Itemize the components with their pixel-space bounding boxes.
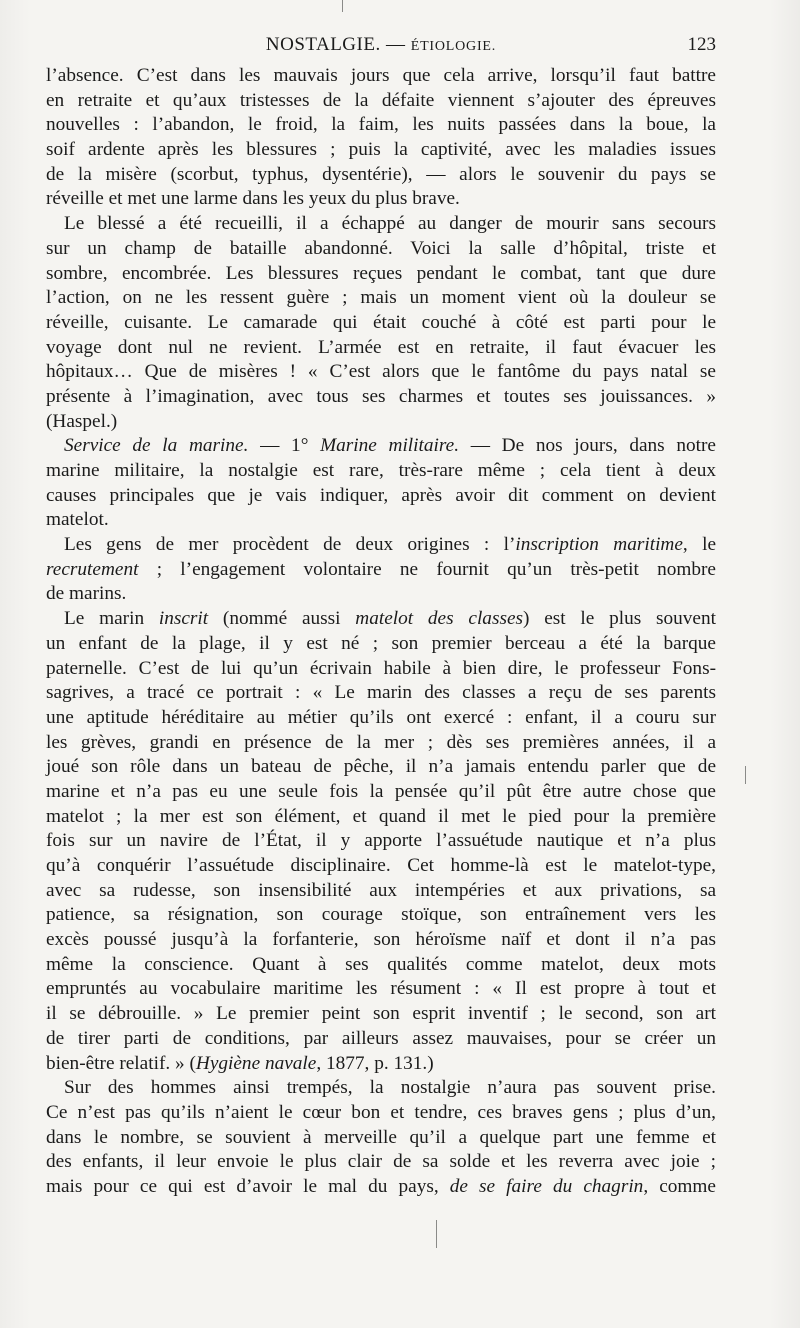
- text-segment: Le marin: [64, 608, 159, 630]
- text-line: [46, 829, 716, 854]
- text-line: [46, 113, 716, 138]
- text-line: [46, 780, 716, 805]
- text-segment: qu’à conquérir l’assuétude disciplinaire. Cet homme-là est le matelot-type,: [46, 855, 716, 876]
- text-segment: fois sur un navire de l’État, il y apporte l’assuétude nautique et n’a plus: [46, 830, 716, 852]
- text-segment: un enfant de la plage, il y est né ; son premier berceau a été la barque: [46, 632, 716, 654]
- header-section: ÉTIOLOGIE.: [410, 39, 497, 54]
- text-line: [46, 558, 716, 583]
- text-segment: de tirer parti de conditions, par ailleurs assez mauvaises, pour se créer un: [46, 1027, 716, 1049]
- text-segment: une aptitude héréditaire au métier qu’ils ont exercé : enfant, il a couru sur: [46, 706, 716, 728]
- italic-text: recrutement: [46, 558, 139, 580]
- text-line: [46, 64, 716, 89]
- text-segment: , le: [682, 534, 717, 556]
- scan-mark: [745, 766, 746, 784]
- header-separator: —: [385, 34, 406, 55]
- text-line: [46, 508, 716, 533]
- italic-text: matelot des classes: [355, 608, 524, 630]
- text-line: [46, 237, 716, 262]
- text-segment: réveille, cuisante. Le camarade qui était couché à côté est parti pour le: [46, 311, 716, 333]
- text-line: [46, 212, 716, 237]
- text-segment: matelot ; la mer est son élément, et quand il met le pied pour la première: [46, 805, 716, 827]
- text-line: [46, 1175, 716, 1200]
- text-segment: (Haspel.): [46, 410, 118, 432]
- text-line: [46, 286, 716, 311]
- text-segment: hôpitaux… Que de misères ! « C’est alors que le fantôme du pays natal se: [46, 361, 716, 383]
- text-line: [46, 1076, 716, 1101]
- text-line: [46, 681, 716, 706]
- text-segment: bien-être relatif. » (: [46, 1052, 196, 1074]
- scan-mark: [342, 0, 343, 12]
- text-segment: 1°: [291, 435, 321, 457]
- text-segment: sagrives, a tracé ce portrait : « Le marin des classes a reçu de ses parents: [46, 682, 716, 704]
- text-line: [46, 632, 716, 657]
- text-line: [46, 1126, 716, 1151]
- italic-text: inscrit: [158, 608, 209, 630]
- text-line: [46, 484, 716, 509]
- text-segment: Sur des hommes ainsi trempés, la nostalgie n’aura pas souvent prise.: [64, 1077, 716, 1099]
- text-segment: de la misère (scorbut, typhus, dysentérie), — alors le souvenir du pays se: [46, 163, 716, 185]
- text-line: [46, 1027, 716, 1052]
- text-line: [46, 1150, 716, 1175]
- italic-text: Service de la marine.: [64, 435, 249, 457]
- text-segment: dans le nombre, se souvient à merveille qu’il a quelque part une femme et: [46, 1126, 716, 1148]
- text-segment: de marins.: [46, 583, 127, 605]
- text-line: [46, 928, 716, 953]
- text-line: [46, 1101, 716, 1126]
- text-segment: l’absence. C’est dans les mauvais jours que cela arrive, lorsqu’il faut battre: [46, 65, 716, 86]
- text-segment: joué son rôle dans un bateau de pêche, il n’a jamais entendu parler que de: [46, 756, 716, 778]
- text-segment: sur un champ de bataille abandonné. Voici la salle d’hôpital, triste et: [46, 237, 716, 259]
- text-line: [46, 385, 716, 410]
- text-segment: causes principales que je vais indiquer, après avoir dit comment on devient: [46, 484, 716, 506]
- text-line: [46, 187, 716, 212]
- text-segment: (nommé aussi: [208, 608, 356, 630]
- text-line: [46, 1052, 716, 1077]
- text-segment: marine militaire, la nostalgie est rare, très-rare même ; cela tient à deux: [46, 460, 716, 481]
- text-segment: les grèves, grandi en présence de la mer ; dès ses premières années, il a: [46, 731, 716, 753]
- text-segment: , 1877, p. 131.): [316, 1052, 434, 1074]
- text-segment: voyage dont nul ne revient. L’armée est en retraite, il faut évacuer les: [46, 336, 716, 358]
- italic-text: Marine militaire.: [320, 435, 460, 457]
- text-segment: ; l’engagement volontaire ne fournit qu’un très-petit nombre: [138, 558, 716, 580]
- text-line: [46, 879, 716, 904]
- text-segment: empruntés au vocabulaire maritime les résument : « Il est propre à tout et: [46, 978, 716, 1000]
- text-line: [46, 903, 716, 928]
- text-segment: paternelle. C’est de lui qu’un écrivain habile à bien dire, le professeur Fons-: [46, 657, 716, 679]
- text-segment: Ce n’est pas qu’ils n’aient le cœur bon et tendre, ces braves gens ; plus d’un,: [46, 1101, 716, 1123]
- text-line: [46, 854, 716, 879]
- text-line: [46, 977, 716, 1002]
- text-line: [46, 582, 716, 607]
- italic-text: de se faire du chagrin: [449, 1175, 644, 1197]
- text-segment: Les gens de mer procèdent de deux origines : l’: [64, 534, 516, 556]
- text-line: [46, 410, 716, 435]
- text-segment: l’action, on ne les ressent guère ; mais un moment vient où la douleur se: [46, 287, 716, 309]
- text-segment: , comme: [643, 1175, 716, 1197]
- text-line: [46, 533, 716, 558]
- text-segment: patience, sa résignation, son courage stoïque, son entraînement vers les: [46, 904, 716, 926]
- text-segment: en retraite et qu’aux tristesses de la défaite viennent s’ajouter des épreuves: [46, 89, 716, 111]
- header-chapter: NOSTALGIE.: [265, 34, 381, 55]
- text-segment: — De nos jours, dans notre: [459, 435, 716, 457]
- header-title: [46, 34, 716, 56]
- text-line: [46, 657, 716, 682]
- text-segment: ) est le plus souvent: [523, 608, 716, 630]
- text-line: [46, 1002, 716, 1027]
- scan-mark: [436, 1220, 437, 1248]
- text-line: [46, 163, 716, 188]
- running-header: [46, 30, 716, 60]
- text-line: [46, 89, 716, 114]
- text-segment: sombre, encombrée. Les blessures reçues pendant le combat, tant que dure: [46, 262, 716, 284]
- text-segment: présente à l’imagination, avec tous ses charmes et toutes ses jouissances. »: [46, 385, 716, 407]
- text-segment: matelot.: [46, 509, 109, 531]
- text-segment: réveille et met une larme dans les yeux du plus brave.: [46, 188, 460, 210]
- text-segment: même la conscience. Quant à ses qualités comme matelot, deux mots: [46, 953, 716, 975]
- italic-text: Hygiène navale: [195, 1052, 317, 1074]
- text-line: [46, 262, 716, 287]
- text-segment: nouvelles : l’abandon, le froid, la faim, les nuits passées dans la boue, la: [46, 114, 716, 136]
- text-segment: —: [248, 435, 292, 457]
- text-line: [46, 607, 716, 632]
- text-segment: marine et n’a pas eu une seule fois la pensée qu’il pût être autre chose que: [46, 780, 716, 802]
- text-line: [46, 459, 716, 484]
- text-line: [46, 434, 716, 459]
- body-text: [46, 64, 716, 1200]
- text-line: [46, 311, 716, 336]
- text-segment: mais pour ce qui est d’avoir le mal du pays,: [46, 1175, 450, 1197]
- text-segment: des enfants, il leur envoie le plus clair de sa solde et les reverra avec joie ;: [46, 1151, 716, 1173]
- text-segment: Le blessé a été recueilli, il a échappé au danger de mourir sans secours: [64, 213, 716, 235]
- text-line: [46, 805, 716, 830]
- text-line: [46, 706, 716, 731]
- text-line: [46, 953, 716, 978]
- text-line: [46, 360, 716, 385]
- text-line: [46, 138, 716, 163]
- text-segment: avec sa rudesse, son insensibilité aux intempéries et aux privations, sa: [46, 879, 716, 901]
- text-segment: soif ardente après les blessures ; puis la captivité, avec les maladies issues: [46, 139, 716, 161]
- text-segment: excès poussé jusqu’à la forfanterie, son héroïsme naïf et dont il n’a pas: [46, 929, 716, 951]
- text-line: [46, 336, 716, 361]
- text-line: [46, 731, 716, 756]
- italic-text: inscription maritime: [515, 534, 683, 556]
- text-line: [46, 755, 716, 780]
- page-number: 123: [687, 34, 716, 55]
- text-segment: il se débrouille. » Le premier peint son esprit inventif ; le second, son art: [46, 1003, 716, 1025]
